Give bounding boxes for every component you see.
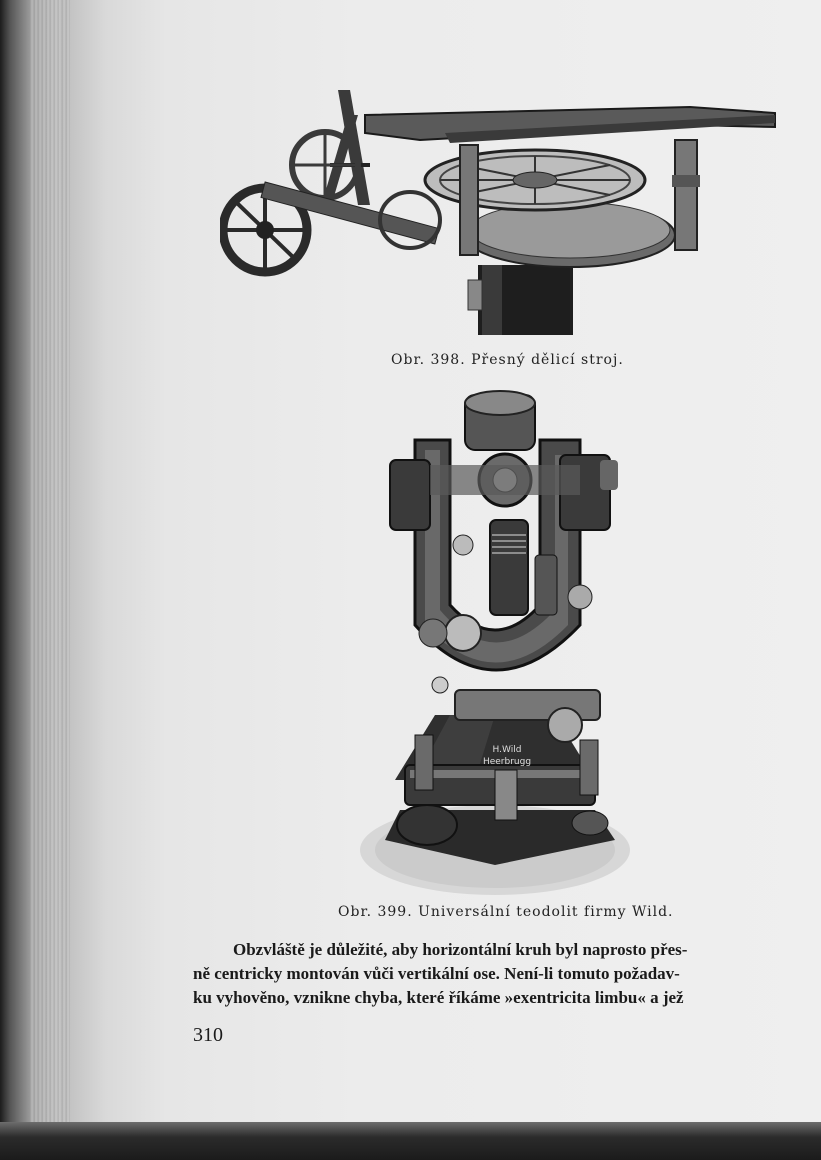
body-line-3: ku vyhověno, vznikne chyba, které říkáme »exentricita limbu« a jež [193,988,684,1007]
theodolite-engraving: H.Wild [492,745,522,755]
page-edges [30,0,70,1128]
page-number: 310 [193,1024,223,1046]
figure-398-dividing-engine [220,85,780,340]
body-line-1: Obzvláště je důležité, aby horizontální kruh byl naprosto přes- [233,940,688,959]
bleed-through-text [640,580,790,780]
figure-398-caption: Obr. 398. Přesný dělicí stroj. [391,352,624,368]
scanner-bottom-edge [0,1122,821,1160]
figure-399-theodolite [355,385,645,900]
figure-399-caption: Obr. 399. Universální teodolit firmy Wild. [338,904,674,920]
theodolite-engraving-2: Heerbrugg [482,757,532,767]
body-line-2: ně centricky montován vůči vertikální ose. Není-li tomuto požadav- [193,964,680,983]
body-paragraph [193,938,803,1010]
